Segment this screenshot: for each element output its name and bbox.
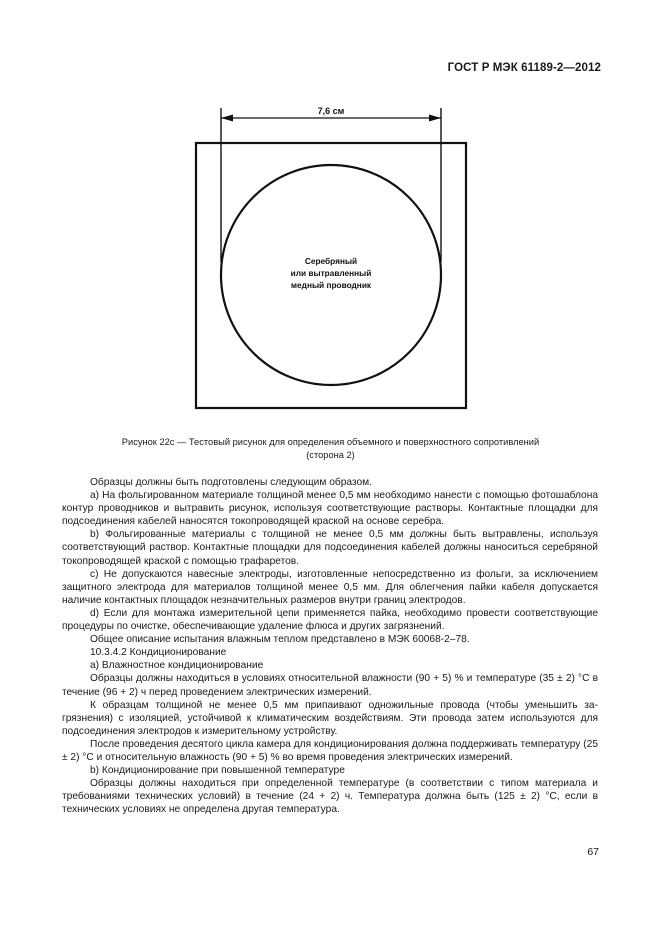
test-pattern-figure — [0, 0, 661, 420]
paragraph: а) На фольгированном материале толщиной менее 0,5 мм необходимо нанести с помощью фотошаблона контур проводников и вытравить рисунок, используя соответствующие растворы. Контактные площадки для подсоединения кабелей наносятся токопроводящей краской на основе серебра. — [62, 490, 598, 528]
dimension-arrow-left — [221, 115, 233, 122]
dimension-arrow-right — [429, 115, 441, 122]
paragraph: Общее описание испытания влажным теплом представлено в МЭК 60068-2–78. — [90, 634, 470, 646]
paragraph: К образцам толщиной не менее 0,5 мм припаивают одножильные провода (чтобы уменьшить загрязнения) с изоляцией, устойчивой к климатическим воздействиям. Эти провода затем используются для подсоединения электродов к измерительному устройству. — [62, 699, 598, 737]
paragraph: d) Если для монтажа измерительной цепи применяется пайка, необходимо провести соответствующие процедуры по очистке, обеспечивающие удаление флюса и других загрязнений. — [62, 607, 598, 633]
paragraph: с) Не допускаются навесные электроды, изготовленные непосредственно из фольги, за исключением защитного электрода для материалов толщиной менее 0,5 мм. Для облегчения пайки кабеля допускается наличие контактных площадок незначительных размеров внутри границ электродов. — [62, 568, 598, 606]
figure-caption — [60, 436, 601, 462]
dimension-label: 7,6 см — [317, 106, 345, 116]
subsection-heading: b) Кондиционирование при повышенной температуре — [90, 765, 345, 777]
paragraph: Образцы должны быть подготовлены следующим образом. — [90, 477, 372, 488]
paragraph: Образцы должны находиться в условиях относительной влажности (90 + 5) % и температуре (35 ± 2) °С в течение (96 + 2) ч перед проведением электрических измерений. — [62, 673, 598, 698]
document-header: ГОСТ Р МЭК 61189-2—2012 — [447, 62, 601, 74]
body-text — [62, 476, 598, 816]
subsection-heading: а) Влажностное кондиционирование — [90, 660, 264, 672]
paragraph: Образцы должны находиться при определенной температуре (в соответствии с типом материала и требованиями технических условий) в течение (24 + 2) ч. Температура должна быть (125 ± 2) °С, если в технических условиях не определена другая температура. — [62, 778, 598, 816]
paragraph: После проведения десятого цикла камера для кондиционирования должна поддерживать температуру (25 ± 2) °С и относительную влажность (90 + 5) % во время проведения электрических измерений. — [62, 738, 598, 763]
paragraph: b) Фольгированные материалы с толщиной не менее 0,5 мм должны быть вытравлены, используя соответствующий раствор. Контактные площадки для подсоединения кабелей должны наноситься серебряной токопроводящей краской с помощью трафаретов. — [62, 529, 598, 567]
section-heading: 10.3.4.2 Кондиционирование — [90, 647, 227, 659]
electrode-label-line-3: медный проводник — [290, 280, 372, 290]
page-number: 67 — [587, 846, 599, 858]
electrode-label-line-1: Серебряный — [304, 256, 358, 266]
caption-title: Рисунок 22с — Тестовый рисунок для определения объемного и поверхностного сопротивлений — [121, 437, 540, 447]
electrode-label-line-2: или вытравленный — [290, 268, 372, 278]
caption-subtitle: (сторона 2) — [306, 450, 355, 460]
